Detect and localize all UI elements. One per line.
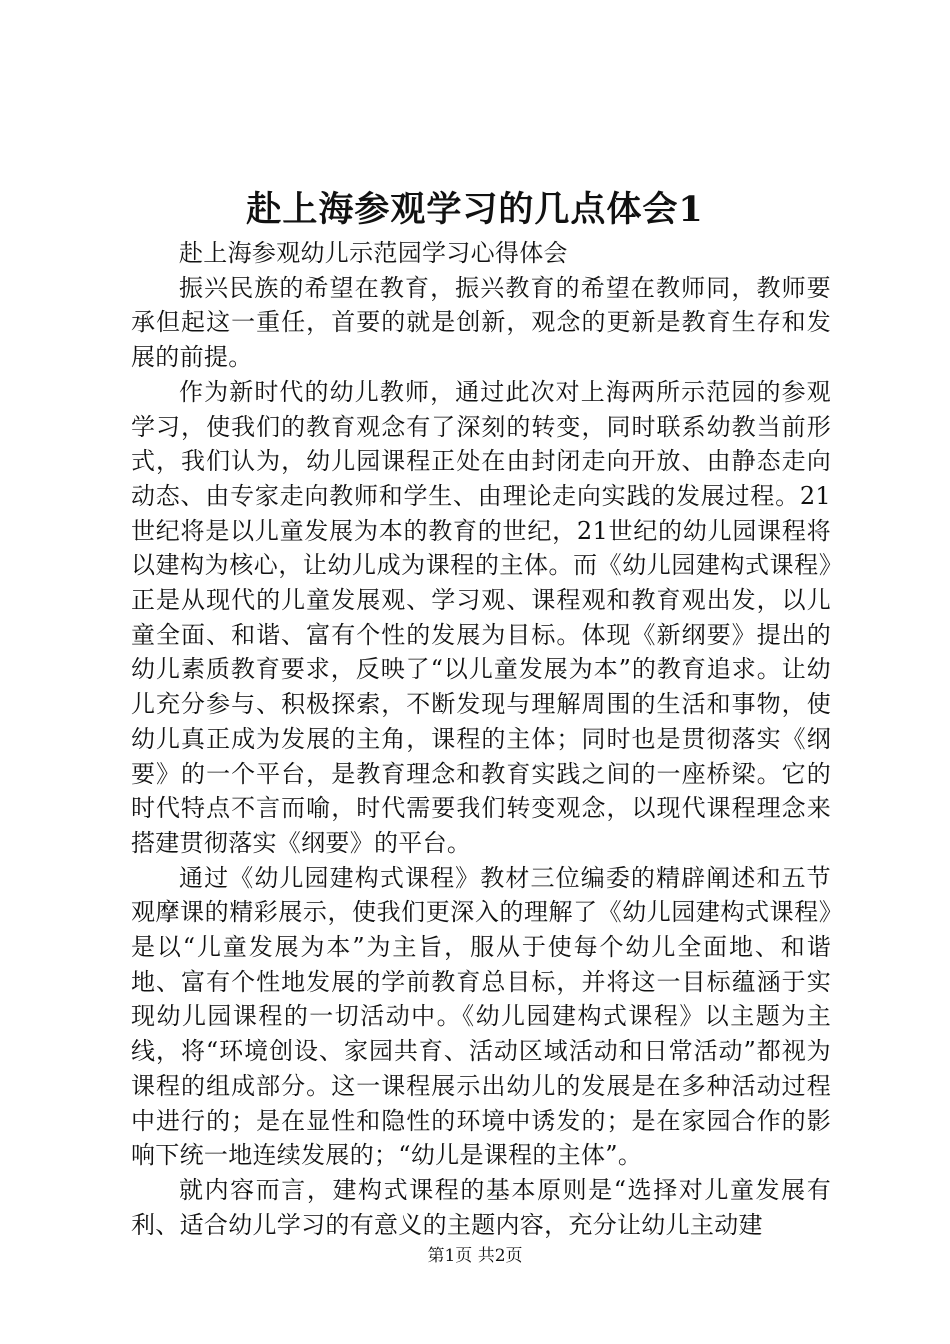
document-title: 赴上海参观学习的几点体会1	[246, 189, 704, 230]
paragraph: 作为新时代的幼儿教师，通过此次对上海两所示范园的参观学习，使我们的教育观念有了深刻的转变，同时联系幼教当前形式，我们认为，幼儿园课程正处在由封闭走向开放、由静态走向动态、由专家走向教师和学生、由理论走向实践的发展过程。21世纪将是以儿童发展为本的教育的世纪，21世纪的幼儿园课程将以建构为核心，让幼儿成为课程的主体。而《幼儿园建构式课程》正是从现代的儿童发展观、学习观、课程观和教育观出发，以儿童全面、和谐、富有个性的发展为目标。体现《新纲要》提出的幼儿素质教育要求，反映了“以儿童发展为本”的教育追求。让幼儿充分参与、积极探索，不断发现与理解周围的生活和事物，使幼儿真正成为发展的主角，课程的主体；同时也是贯彻落实《纲要》的一个平台，是教育理念和教育实践之间的一座桥梁。它的时代特点不言而喻，时代需要我们转变观念，以现代课程理念来搭建贯彻落实《纲要》的平台。	[131, 377, 831, 857]
paragraph: 就内容而言，建构式课程的基本原则是“选择对儿童发展有利、适合幼儿学习的有意义的主题内容，充分让幼儿主动建	[131, 1175, 831, 1239]
document-subtitle: 赴上海参观幼儿示范园学习心得体会	[179, 239, 568, 267]
paragraph: 振兴民族的希望在教育，振兴教育的希望在教师同，教师要承但起这一重任，首要的就是创新，观念的更新是教育生存和发展的前提。	[131, 273, 831, 372]
page-number-footer: 第1页 共2页	[427, 1246, 523, 1266]
document-body	[131, 236, 831, 1242]
paragraph: 通过《幼儿园建构式课程》教材三位编委的精辟阐述和五节观摩课的精彩展示，使我们更深入的理解了《幼儿园建构式课程》是以“儿童发展为本”为主旨，服从于使每个幼儿全面地、和谐地、富有个性地发展的学前教育总目标，并将这一目标蕴涵于实现幼儿园课程的一切活动中。《幼儿园建构式课程》以主题为主线，将“环境创设、家园共育、活动区域活动和日常活动”都视为课程的组成部分。这一课程展示出幼儿的发展是在多种活动过程中进行的；是在显性和隐性的环境中诱发的；是在家园合作的影响下统一地连续发展的；“幼儿是课程的主体”。	[131, 863, 831, 1170]
